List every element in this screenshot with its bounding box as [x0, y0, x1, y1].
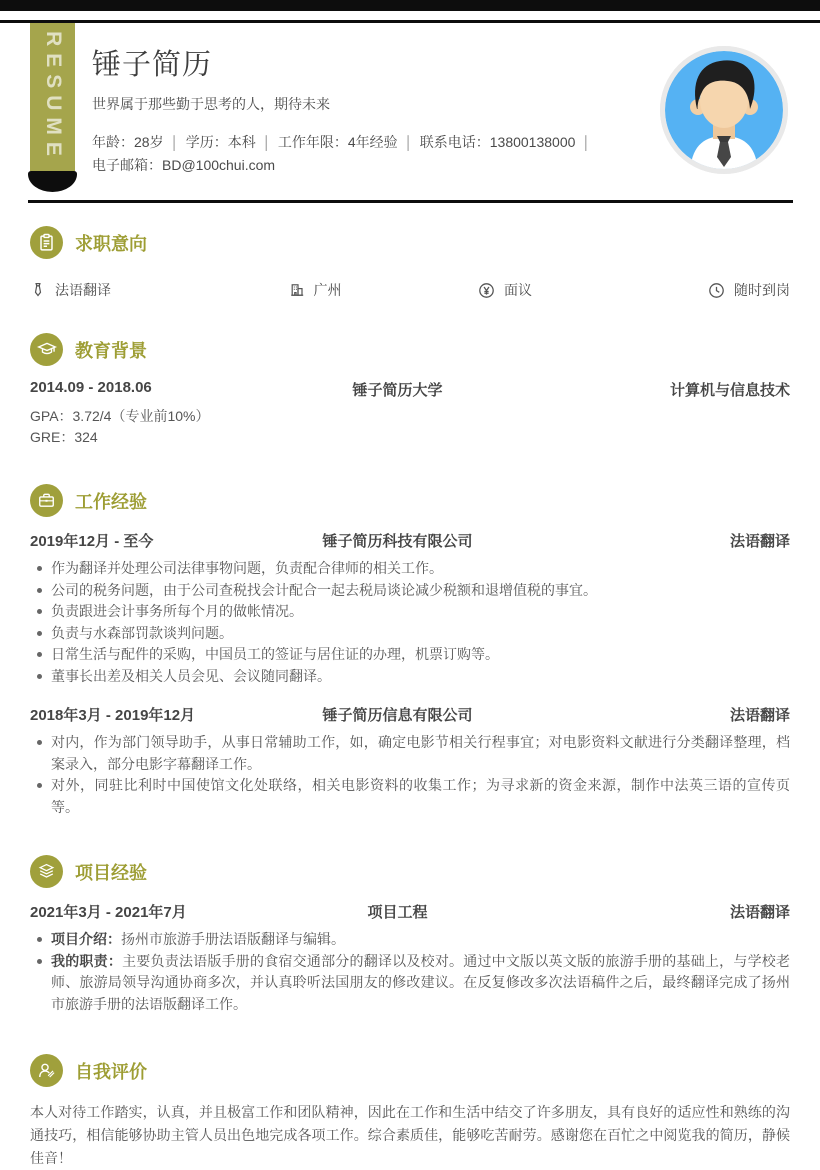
building-icon: [289, 282, 305, 298]
bullet-label: 项目介绍：: [51, 931, 121, 947]
graduation-cap-icon: [30, 333, 63, 366]
job-company: 锤子简历科技有限公司: [322, 533, 473, 550]
info-phone: 联系电话：13800138000: [419, 134, 576, 150]
section-title: 工作经验: [75, 491, 147, 512]
bullet-item: 负责跟进会计事务所每个月的做帐情况。: [30, 601, 790, 623]
project-name: 项目工程: [367, 904, 428, 921]
bullet-item: 对外，同驻比利时中国使馆文化处联络，相关电影资料的收集工作；为寻求新的资金来源，制作中法英三语的宣传页等。: [30, 775, 790, 818]
layers-icon: [30, 855, 63, 888]
bullet-label: 我的职责：: [51, 952, 123, 969]
selfeval-text: 本人对待工作踏实，认真，并且极富工作和团队精神，因此在工作和生活中结交了许多朋友，具有良好的适应性和熟练的沟通技巧，相信能够协助主管人员出色地完成各项工作。综合素质佳，能够吃苦耐劳。感谢您在百忙之中阅览我的简历，静候佳音！: [30, 1104, 790, 1166]
personal-info: [92, 131, 632, 176]
education-gre: GRE：324: [30, 429, 98, 445]
intent-salary: [478, 280, 532, 300]
job-bullets: [30, 558, 790, 687]
bullet-item: 负责与水森部罚款谈判问题。: [30, 623, 790, 645]
avatar: [659, 45, 789, 175]
info-age: 年龄：28岁: [92, 134, 164, 150]
avatar-illustration: [659, 45, 789, 175]
project-row: [30, 901, 790, 922]
clipboard-icon: [30, 226, 63, 259]
section-title: 教育背景: [75, 340, 147, 361]
intention-row: [30, 280, 790, 300]
separator: │: [582, 135, 591, 150]
clock-icon: [708, 282, 725, 299]
tie-icon: [30, 282, 46, 298]
intent-city: [289, 280, 342, 300]
info-degree: 学历：本科: [185, 134, 256, 150]
section-header-work: [30, 484, 790, 517]
bullet-text: 扬州市旅游手册法语版翻译与编辑。: [121, 931, 345, 947]
project-bullets: [30, 929, 790, 1015]
section-header-selfeval: [30, 1054, 790, 1087]
bullet-item: 公司的税务问题，由于公司查税找会计配合一起去税局谈论减少税额和退增值税的事宜。: [30, 580, 790, 602]
project-role: 法语翻译: [729, 904, 790, 921]
top-rule-line: [0, 20, 820, 23]
intent-city-label: 广州: [313, 282, 342, 298]
resume-title: 锤子简历: [92, 49, 213, 81]
resume-body: [0, 203, 820, 1170]
job-row: [30, 530, 790, 551]
top-black-bar: [0, 0, 820, 11]
intent-availability: [708, 280, 790, 300]
resume-ribbon: [30, 23, 75, 171]
info-email: 电子邮箱：BD@100chui.com: [92, 157, 276, 173]
job-company: 锤子简历信息有限公司: [322, 707, 473, 724]
education-school: 锤子简历大学: [352, 382, 443, 399]
intent-salary-label: 面议: [504, 282, 532, 298]
education-period: 2014.09 - 2018.06: [30, 379, 152, 396]
education-gpa: GPA：3.72/4（专业前10%）: [30, 408, 210, 424]
section-header-project: [30, 855, 790, 888]
section-header-education: [30, 333, 790, 366]
section-title: 求职意向: [75, 233, 147, 254]
bullet-item: 对内，作为部门领导助手，从事日常辅助工作，如，确定电影节相关行程事宜；对电影资料文献进行分类翻译整理，档案录入，部分电影字幕翻译工作。: [30, 732, 790, 775]
job-bullets: [30, 732, 790, 818]
bullet-item: [30, 951, 790, 1016]
yen-icon: [478, 282, 495, 299]
person-edit-icon: [30, 1054, 63, 1087]
project-period: 2021年3月 - 2021年7月: [30, 904, 187, 921]
bullet-item: 董事长出差及相关人员会见、会议随同翻译。: [30, 666, 790, 688]
header: [92, 42, 632, 176]
section-title: 项目经验: [75, 862, 147, 883]
separator: │: [262, 135, 271, 150]
ribbon-tail: [28, 171, 77, 192]
education-row: [30, 379, 790, 400]
separator: │: [404, 135, 413, 150]
bullet-item: [30, 929, 790, 951]
job-role: 法语翻译: [729, 707, 790, 724]
job-role: 法语翻译: [729, 533, 790, 550]
intent-position: [30, 280, 220, 300]
section-title: 自我评价: [75, 1061, 147, 1082]
intent-position-label: 法语翻译: [55, 282, 111, 298]
intent-availability-label: 随时到岗: [734, 282, 790, 298]
bullet-item: 作为翻译并处理公司法律事物问题，负责配合律师的相关工作。: [30, 558, 790, 580]
job-period: 2019年12月 - 至今: [30, 533, 154, 550]
section-header-intention: [30, 226, 790, 259]
tagline: 世界属于那些勤于思考的人，期待未来: [92, 96, 330, 112]
job-row: [30, 704, 790, 725]
briefcase-icon: [30, 484, 63, 517]
job-period: 2018年3月 - 2019年12月: [30, 707, 196, 724]
bullet-text: 主要负责法语版手册的食宿交通部分的翻译以及校对。通过中文版以英文版的旅游手册的基础上，与学校老师、旅游局领导沟通协商多次，并认真聆听法国朋友的修改建议。在反复修改多次法语稿件之后，最终翻译完成了扬州市旅游手册的法语版翻译工作。: [51, 952, 790, 1012]
info-years: 工作年限：4年经验: [277, 134, 398, 150]
separator: │: [170, 135, 179, 150]
ribbon-label: RESUME: [41, 31, 65, 163]
education-major: 计算机与信息技术: [669, 382, 790, 399]
education-details: [30, 406, 790, 448]
bullet-item: 日常生活与配件的采购，中国员工的签证与居住证的办理，机票订购等。: [30, 644, 790, 666]
